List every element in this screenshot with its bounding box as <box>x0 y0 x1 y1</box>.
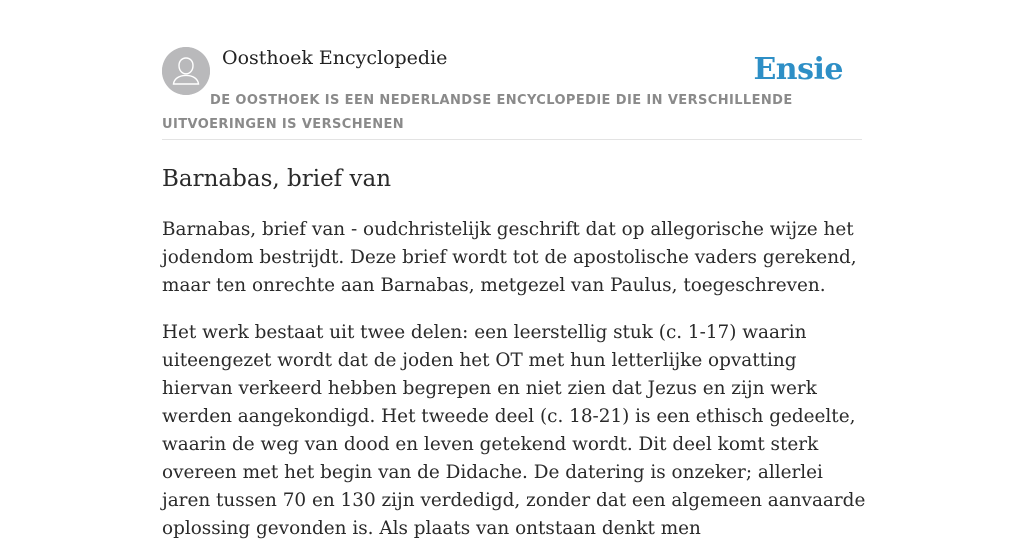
article-paragraph: Barnabas, brief van - oudchristelijk geschrift dat op allegorische wijze het jodendom bestrijdt. Deze brief wordt tot de apostolische vaders gerekend, maar ten onrechte aan Barnabas, metgezel van Paulus, toegeschreven. <box>162 219 857 296</box>
user-silhouette-icon <box>162 47 210 95</box>
avatar[interactable] <box>162 47 210 95</box>
site-tagline: DE OOSTHOEK IS EEN NEDERLANDSE ENCYCLOPEDIE DIE IN VERSCHILLENDE UITVOERINGEN IS VERSCHENEN <box>162 93 793 132</box>
article <box>162 160 867 543</box>
article-paragraph: Het werk bestaat uit twee delen: een leerstellig stuk (c. 1-17) waarin uiteengezet wordt dat de joden het OT met hun letterlijke opvatting hiervan verkeerd hebben begrepen en niet zien dat Jezus en zijn werk werden aangekondigd. Het tweede deel (c. 18-21) is een ethisch gedeelte, waarin de weg van dood en leven getekend wordt. Dit deel komt sterk overeen met het begin van de Didache. De datering is onzeker; allerlei jaren tussen 70 en 130 zijn verdedigd, zonder dat een algemeen aanvaarde oplossing gevonden is. Als plaats van ontstaan denkt men <box>162 322 866 539</box>
site-header <box>162 46 862 140</box>
article-title: Barnabas, brief van <box>162 166 392 192</box>
ensie-logo[interactable]: Ensie <box>753 52 843 87</box>
site-name[interactable]: Oosthoek Encyclopedie <box>222 47 448 69</box>
